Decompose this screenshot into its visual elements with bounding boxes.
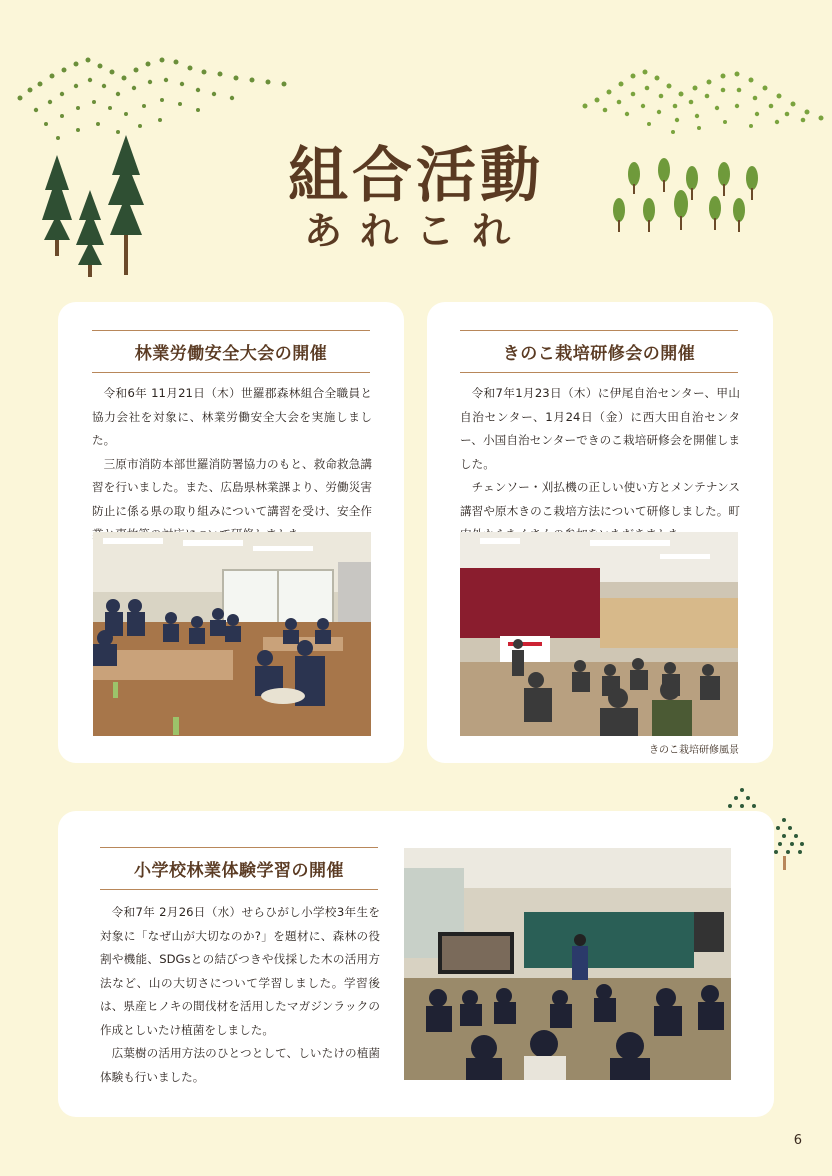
page-subtitle: あれこれ bbox=[303, 209, 528, 253]
school-body bbox=[100, 901, 380, 1089]
mushroom-body bbox=[460, 382, 740, 547]
safety-heading: 林業労働安全大会の開催 bbox=[92, 330, 370, 373]
school-heading: 小学校林業体験学習の開催 bbox=[100, 847, 378, 890]
mushroom-workshop-photo bbox=[460, 532, 738, 736]
school-classroom-photo bbox=[404, 848, 731, 1080]
safety-meeting-photo bbox=[93, 532, 371, 736]
mushroom-heading: きのこ栽培研修会の開催 bbox=[460, 330, 738, 373]
safety-paragraph: 令和6年 11月21日（木）世羅郡森林組合全職員と協力会社を対象に、林業労働安全大会を実施しました。 bbox=[92, 386, 372, 447]
mushroom-photo-caption: きのこ栽培研修風景 bbox=[649, 745, 739, 756]
school-paragraph: 令和7年 2月26日（水）せらひがし小学校3年生を対象に「なぜ山が大切なのか?」を題材に、森林の役割や機能、SDGsとの結びつきや伐採した木の活用方法など、山の大切さについて学習しました。学習後は、県産ヒノキの間伐材を活用したマガジンラックの作成としいたけ植菌をしました。 bbox=[100, 905, 380, 1037]
page-title: 組合活動 bbox=[288, 141, 544, 211]
mushroom-card bbox=[427, 302, 773, 763]
page-number: 6 bbox=[793, 1133, 802, 1148]
safety-body bbox=[92, 382, 372, 547]
school-paragraph: 広葉樹の活用方法のひとつとして、しいたけの植菌体験も行いました。 bbox=[100, 1046, 380, 1084]
mushroom-paragraph: 令和7年1月23日（木）に伊尾自治センター、甲山自治センター、1月24日（金）に西大田自治センター、小国自治センターできのこ栽培研修会を開催しました。 bbox=[460, 386, 740, 471]
safety-paragraph: 三原市消防本部世羅消防署協力のもと、救命救急講習を行いました。また、広島県林業課より、労働災害防止に係る県の取り組みについて講習を受け、安全作 bbox=[92, 456, 372, 518]
school-card bbox=[58, 811, 774, 1117]
safety-card bbox=[58, 302, 404, 763]
mushroom-paragraph: チェンソー・刈払機の正しい使い方とメンテナンス講習や原木きのこ栽培方法について研修しました。町 bbox=[460, 480, 740, 518]
